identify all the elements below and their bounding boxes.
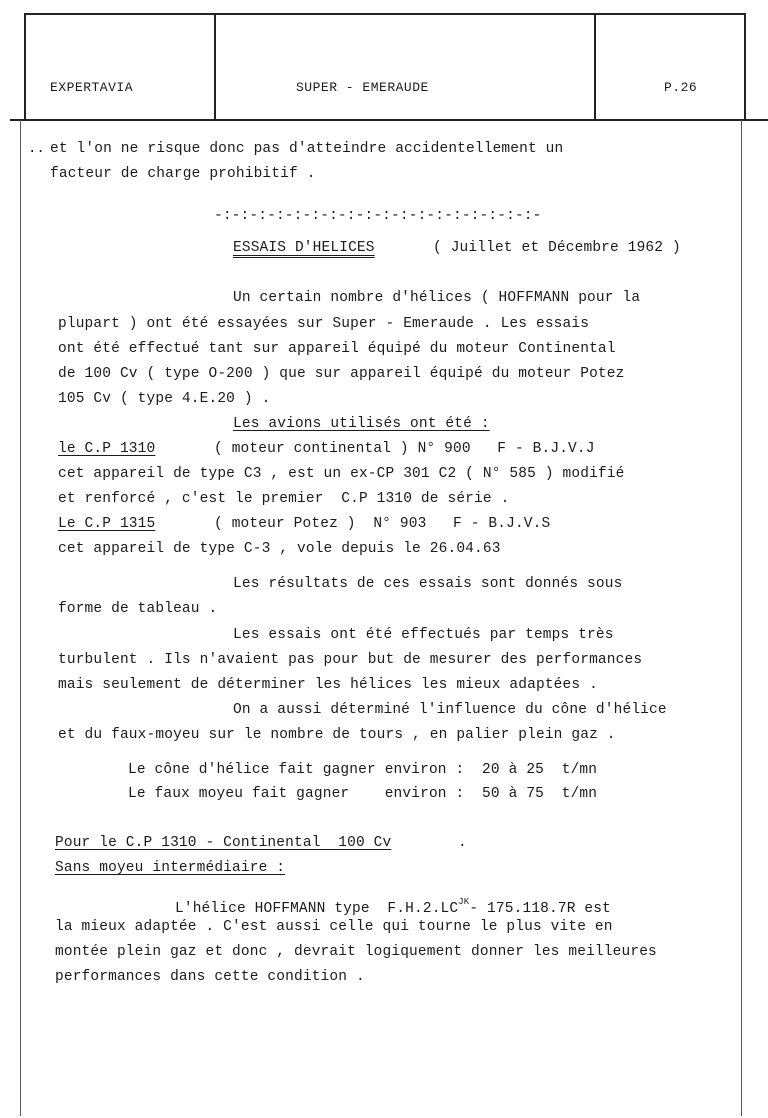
propeller-line [175, 892, 611, 919]
aircraft-cp1315: Le C.P 1315 [58, 516, 156, 532]
propeller-model-superscript: JK [458, 897, 470, 907]
propeller-model: L'hélice HOFFMANN type F.H.2.LC [175, 901, 459, 917]
header-page-number: P.26 [664, 80, 698, 95]
paragraph-line: forme de tableau . [58, 601, 218, 617]
result-cone: Le cône d'hélice fait gagner environ : 20 à 25 t/mn [128, 762, 598, 778]
paragraph-line: et renforcé , c'est le premier C.P 1310 de série . [58, 491, 510, 507]
text-line: facteur de charge prohibitif . [50, 166, 316, 182]
text-line: et l'on ne risque donc pas d'atteindre accidentellement un [50, 141, 564, 157]
subsection-subtitle: Sans moyeu intermédiaire : [55, 860, 286, 876]
continuation-marker: .. [28, 141, 45, 157]
paragraph-line: plupart ) ont été essayées sur Super - Emeraude . Les essais [58, 316, 590, 332]
page-right-edge [741, 120, 742, 1116]
paragraph-line: turbulent . Ils n'avaient pas pour but de mesurer des performances [58, 652, 643, 668]
paragraph-line: montée plein gaz et donc , devrait logiquement donner les meilleures [55, 944, 657, 960]
paragraph-line: performances dans cette condition . [55, 969, 365, 985]
header-top-border [24, 13, 745, 15]
paragraph-line: Un certain nombre d'hélices ( HOFFMANN pour la [233, 290, 641, 306]
page-left-edge [20, 120, 21, 1116]
paragraph-line: Les résultats de ces essais sont donnés sous [233, 576, 623, 592]
paragraph-line: la mieux adaptée . C'est aussi celle qui tourne le plus vite en [55, 919, 613, 935]
header-left-border [24, 13, 26, 120]
section-date: ( Juillet et Décembre 1962 ) [433, 240, 681, 256]
paragraph-line: et du faux-moyeu sur le nombre de tours , en palier plein gaz . [58, 727, 616, 743]
aircraft-cp1310-details: ( moteur continental ) N° 900 F - B.J.V.J [214, 441, 595, 457]
aircraft-cp1310: le C.P 1310 [58, 441, 156, 457]
section-title: ESSAIS D'HELICES [233, 240, 375, 256]
header-divider-2 [594, 13, 596, 120]
paragraph-line: On a aussi déterminé l'influence du cône d'hélice [233, 702, 667, 718]
result-faux-moyeu: Le faux moyeu fait gagner environ : 50 à 75 t/mn [128, 786, 598, 802]
paragraph-line: cet appareil de type C3 , est un ex-CP 301 C2 ( N° 585 ) modifié [58, 466, 625, 482]
subsection-title: Pour le C.P 1310 - Continental 100 Cv [55, 835, 392, 851]
aircraft-heading: Les avions utilisés ont été : [233, 416, 490, 432]
paragraph-line: de 100 Cv ( type O-200 ) que sur appareil équipé du moteur Potez [58, 366, 625, 382]
header-right-border [744, 13, 746, 120]
header-company: EXPERTAVIA [50, 80, 134, 95]
section-separator: -:-:-:-:-:-:-:-:-:-:-:-:-:-:-:-:-:-:- [214, 208, 542, 224]
paragraph-line: ont été effectué tant sur appareil équipé du moteur Continental [58, 341, 616, 357]
header-title: SUPER - EMERAUDE [296, 80, 429, 95]
subsection-title-dot: . [458, 835, 467, 851]
header-bottom-border [10, 119, 768, 121]
paragraph-line: Les essais ont été effectués par temps très [233, 627, 614, 643]
propeller-model-rest: - 175.118.7R est [469, 901, 611, 917]
paragraph-line: cet appareil de type C-3 , vole depuis le 26.04.63 [58, 541, 501, 557]
paragraph-line: 105 Cv ( type 4.E.20 ) . [58, 391, 271, 407]
aircraft-cp1315-details: ( moteur Potez ) N° 903 F - B.J.V.S [214, 516, 551, 532]
paragraph-line: mais seulement de déterminer les hélices les mieux adaptées . [58, 677, 598, 693]
header-divider-1 [214, 13, 216, 120]
